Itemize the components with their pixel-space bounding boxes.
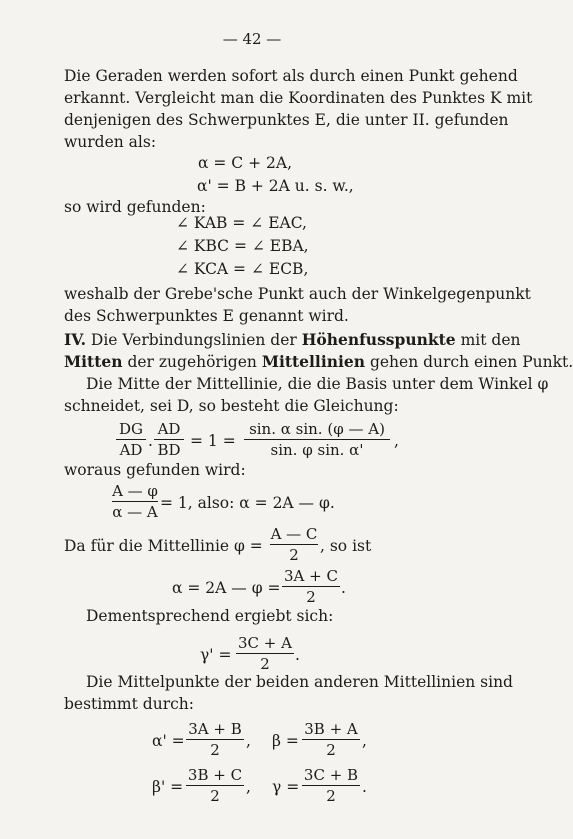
fraction: A — C 2 — [270, 525, 318, 564]
fraction: 3C + A 2 — [236, 634, 294, 673]
fraction: 3A + B 2 — [186, 720, 244, 759]
theorem-number: IV. — [64, 330, 86, 349]
fraction: sin. α sin. (φ — A) sin. φ sin. α' — [244, 420, 390, 459]
bold-term: Mitten — [64, 352, 123, 371]
text-line: denjenigen des Schwerpunktes E, die unter II. gefunden — [64, 111, 509, 129]
fraction: 3B + C 2 — [187, 766, 243, 805]
text-line: Da für die Mittellinie φ = — [64, 537, 263, 555]
text-line: Die Geraden werden sofort als durch einen Punkt gehend — [64, 67, 518, 85]
fraction: AD BD — [154, 420, 184, 459]
text-line: erkannt. Vergleicht man die Koordinaten des Punktes K mit — [64, 89, 533, 107]
book-page: — 42 — Die Geraden werden sofort als durch einen Punkt gehend erkannt. Vergleicht man die Koordinaten des Punktes K mit denjenigen des Schwerpunktes E, die unter II. gefunden wurden als: α = C + 2A, α' = B + 2A u. s. w., so wird gefunden: ∠ KAB = ∠ EAC, ∠ KBC = ∠ EBA, ∠ KCA = ∠ ECB, weshalb der Grebe'sche Punkt auch der Winkelgegenpunkt des Schwerpunktes E genannt wird. IV. Die Verbindungslinien der Höhenfusspunkte mit den Mitten der zugehörigen Mittellinien gehen durch einen Punkt. Die Mitte der Mittellinie, die die Basis unter dem Winkel φ schneidet, sei D, so besteht die Gleichung: DG AD . AD BD = 1 = sin. α sin. (φ — A) sin. φ sin. α' , woraus gefunden wird: A — φ α — A = 1, also: α = 2A — φ. Da für die Mittellinie φ = A — C 2 , so ist α = 2A — φ = 3A + C 2 . Dementsprechend ergiebt sich: γ' = 3C + A 2 . Die Mittelpunkte der beiden anderen Mittellinien sind bestimmt durch: α' = 3A + B 2 , β = 3B + A 2 , β' = 3B + C 2 , γ = 3C + B 2 . — [0, 0, 504, 839]
fraction: 3A + C 2 — [282, 567, 340, 606]
page-number: — 42 — — [222, 30, 282, 48]
angle-equation: ∠ KCA = ∠ ECB, — [176, 260, 309, 278]
angle-equation: ∠ KAB = ∠ EAC, — [176, 214, 307, 232]
text-line: Die Mitte der Mittellinie, die die Basis unter dem Winkel φ — [86, 375, 549, 393]
fraction: 3B + A 2 — [302, 720, 360, 759]
equation: α' = B + 2A u. s. w., — [197, 177, 354, 195]
theorem-line: IV. Die Verbindungslinien der Höhenfusspunkte mit den — [64, 330, 521, 349]
bold-term: Höhenfusspunkte — [301, 330, 456, 349]
text-line: schneidet, sei D, so besteht die Gleichung: — [64, 397, 399, 415]
theorem-line: Mitten der zugehörigen Mittellinien gehen durch einen Punkt. — [64, 352, 573, 371]
text-line: wurden als: — [64, 133, 157, 151]
text-line: bestimmt durch: — [64, 695, 194, 713]
bold-term: Mittellinien — [261, 352, 365, 371]
equation: α = C + 2A, — [198, 154, 292, 172]
text-line: Die Mittelpunkte der beiden anderen Mittellinien sind — [86, 673, 513, 691]
fraction: A — φ α — A — [112, 482, 158, 521]
text-line: des Schwerpunktes E genannt wird. — [64, 307, 349, 325]
text-line: woraus gefunden wird: — [64, 461, 246, 479]
text-line: weshalb der Grebe'sche Punkt auch der Winkelgegenpunkt — [64, 285, 531, 303]
fraction: DG AD — [116, 420, 146, 459]
text-line: Dementsprechend ergiebt sich: — [86, 607, 334, 625]
equals: = 1 = — [190, 432, 236, 450]
text-line: so wird gefunden: — [64, 198, 206, 216]
angle-equation: ∠ KBC = ∠ EBA, — [176, 237, 309, 255]
fraction: 3C + B 2 — [303, 766, 359, 805]
